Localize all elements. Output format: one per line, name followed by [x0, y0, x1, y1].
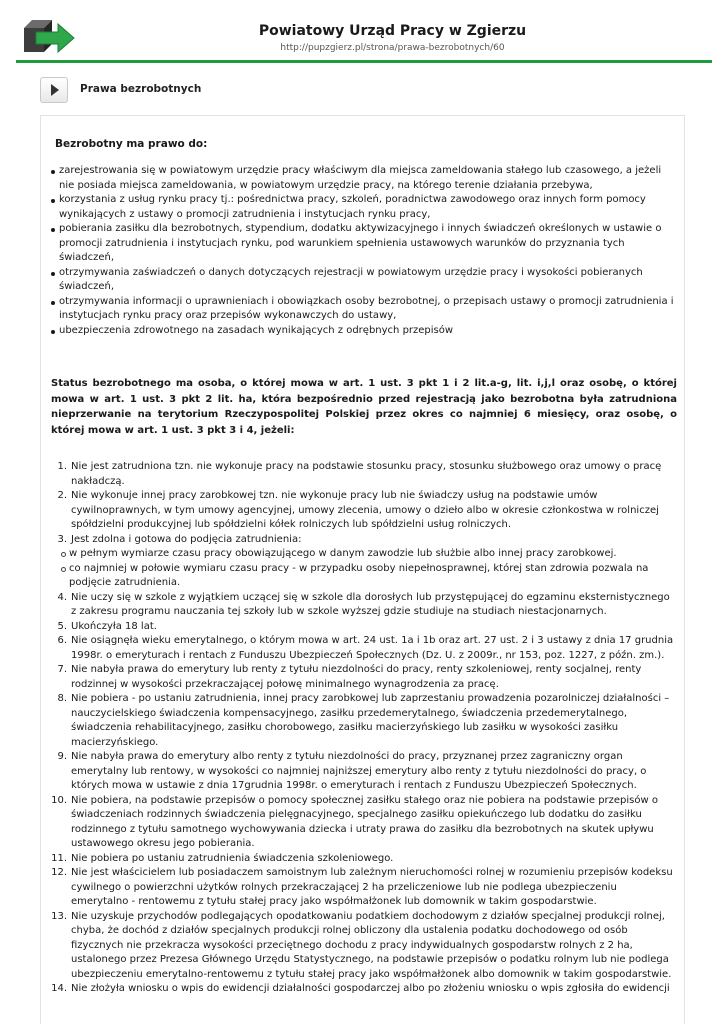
item-text: Nie nabyła prawa do emerytury albo renty z tytułu niezdolności do pracy, przyznanej przez zagraniczny organ emerytalny lub rentowy, w wysokości co najmniej najniższej emerytury albo renty z tytułu niezdolności do pracy, o których mowa w ustawie z dnia 17grudnia 1998r. o emeryturach i rentach z Funduszu Ubezpieczeń Społecznych. [71, 751, 647, 791]
item-number: 11. [51, 852, 67, 864]
item-number: 7. [57, 664, 67, 675]
item-text: Nie jest właścicielem lub posiadaczem samoistnym lub zależnym nieruchomości rolnej w rozumieniu przepisów kodeksu cywilnego o powierzchni użytków rolnych przekraczającej 2 ha przeliczeniowe lub nie podlega ubezpieczeniu emerytalno - rentowemu z tytułu stałej pracy jako współmałżonek lub domownik w takim gospodarstwie. [71, 867, 673, 907]
item-number: 6. [57, 635, 67, 646]
site-title[interactable]: Powiatowy Urząd Pracy w Zgierzu [258, 23, 527, 39]
list-item: otrzymywania zaświadczeń o danych dotyczących rejestracji w powiatowym urzędzie pracy i wysokości pobieranych świadczeń, [51, 266, 677, 295]
item-number: 4. [57, 591, 67, 603]
article-content [40, 115, 685, 1024]
item-text: Nie złożyła wniosku o wpis do ewidencji działalności gospodarczej albo po złożeniu wniosku o wpis zgłosiła do ewidencji [71, 983, 670, 994]
list-item: pobierania zasiłku dla bezrobotnych, stypendium, dodatku aktywizacyjnego i innych świadczeń określonych w ustawie o promocji zatrudnienia i instytucjach rynku, pod warunkiem spełnienia ustawowych warunków do przyznania tych świadczeń, [51, 222, 677, 266]
item-text: Nie uzyskuje przychodów podlegających opodatkowaniu podatkiem dochodowym z działów specjalnej produkcji rolnej, chyba, że dochód z działów specjalnych produkcji rolnej obliczony dla ustalenia podatku dochodowego od osób fizycznych nie przekracza wysokości przeciętnego dochodu z pracy indywidualnych gospodarstw rolnych z 2 ha, ustalonego przez Prezesa Głównego Urzędu Statystycznego, na podstawie przepisów o podatku rolnym lub nie podlega ubezpieczeniu emerytalno-rentowemu z tytułu stałej pracy jako współmałżonek albo domownik w takim gospodarstwie. [71, 910, 672, 980]
list-item [51, 591, 677, 620]
item-number: 9. [57, 751, 67, 762]
list-item [51, 750, 677, 794]
list-item: ubezpieczenia zdrowotnego na zasadach wynikających z odrębnych przepisów [51, 324, 677, 339]
item-text: Nie nabyła prawa do emerytury lub renty z tytułu niezdolności do pracy, renty szkoleniowej, renty socjalnej, renty rodzinnej w wysokości przekraczającej połowę minimalnego wynagrodzenia za pracę. [71, 664, 642, 690]
item-text: Nie osiągnęła wieku emerytalnego, o którym mowa w art. 24 ust. 1a i 1b oraz art. 27 ust. 2 i 3 ustawy z dnia 17 grudnia 1998r. o emeryturach i rentach z Funduszu Ubezpieczeń Społecznych (Dz. U. z 2009r., nr 153, poz. 1227, z późn. zm.). [71, 635, 674, 661]
item-number: 5. [57, 620, 67, 632]
list-item [51, 634, 677, 663]
item-text: Nie pobiera po ustaniu zatrudnienia świadczenia szkoleniowego. [71, 852, 394, 864]
list-item: otrzymywania informacji o uprawnieniach i obowiązkach osoby bezrobotnej, o przepisach ustawy o promocji zatrudnienia i instytucjach rynku pracy oraz przepisów wykonawczych do ustawy, [51, 295, 677, 324]
item-number: 8. [57, 693, 67, 704]
rights-list [51, 164, 677, 338]
list-item [51, 910, 677, 983]
conditions-list [51, 460, 677, 997]
list-item [51, 663, 677, 692]
item-text: Nie jest zatrudniona tzn. nie wykonuje pracy na podstawie stosunku pracy, stosunku służbowego oraz umowy o pracę nakładczą. [71, 461, 662, 487]
item-text: Nie uczy się w szkole z wyjątkiem uczącej się w szkole dla dorosłych lub przystępującej do egzaminu eksternistycznego z zakresu programu nauczania tej szkoły lub w szkole wyższej gdzie studiuje na studiach niestacjonarnych. [71, 591, 670, 617]
item-number: 3. [57, 533, 67, 545]
sub-list [71, 547, 677, 591]
status-heading: Status bezrobotnego ma osoba, o której mowa w art. 1 ust. 3 pkt 1 i 2 lit.a-g, lit. i,j,l oraz osobę, o której mowa w art. 1 ust. 3 pkt 2 lit. ha, która bezpośrednio przed rejestracją jako bezrobotna była zatrudniona nieprzerwanie na terytorium Rzeczypospolitej Polskiej przez okres co najmniej 6 miesięcy, oraz osobę, o której mowa w art. 1 ust. 3 pkt 3 i 4, jeżeli: [51, 378, 677, 436]
item-text: Ukończyła 18 lat. [71, 620, 157, 632]
list-item [51, 852, 677, 867]
list-item [51, 866, 677, 910]
back-button[interactable] [40, 77, 68, 103]
item-number: 1. [57, 461, 67, 472]
list-item [51, 620, 677, 635]
site-url[interactable]: http://pupzgierz.pl/strona/prawa-bezrobotnych/60 [280, 43, 505, 53]
list-item [51, 489, 677, 533]
list-item: korzystania z usług rynku pracy tj.: pośrednictwa pracy, szkoleń, poradnictwa zawodowego oraz innych form pomocy wynikających z ustawy o promocji zatrudnienia i instytucjach rynku pracy, [51, 193, 677, 222]
list-item [51, 533, 677, 591]
chevron-right-icon [50, 84, 60, 96]
item-text: Jest zdolna i gotowa do podjęcia zatrudnienia: [71, 533, 302, 545]
page-title: Prawa bezrobotnych [80, 83, 202, 95]
site-header [0, 0, 725, 64]
list-item [51, 982, 677, 997]
rights-heading: Bezrobotny ma prawo do: [55, 138, 208, 150]
header-divider [16, 60, 712, 63]
sub-list-item: co najmniej w połowie wymiaru czasu pracy - w przypadku osoby niepełnosprawnej, której stan zdrowia pozwala na podjęcie zatrudnienia. [61, 562, 677, 591]
item-number: 2. [57, 490, 67, 501]
list-item [51, 460, 677, 489]
item-number: 13. [51, 910, 67, 922]
item-number: 10. [51, 794, 67, 806]
item-number: 14. [51, 983, 67, 994]
item-text: Nie pobiera - po ustaniu zatrudnienia, innej pracy zarobkowej lub zaprzestaniu prowadzenia pozarolniczej działalności – nauczycielskiego świadczenia kompensacyjnego, zasiłku przedemerytalnego, świadczenia przedemerytalnego, świadczenia rehabilitacyjnego, zasiłku chorobowego, zasiłku macierzyńskiego lub zasiłku w wysokości zasiłku macierzyńskiego. [71, 693, 670, 748]
item-number: 12. [51, 867, 67, 878]
sub-list-item: w pełnym wymiarze czasu pracy obowiązującego w danym zawodzie lub służbie albo innej pracy zarobkowej. [61, 547, 677, 562]
item-text: Nie pobiera, na podstawie przepisów o pomocy społecznej zasiłku stałego oraz nie pobiera na podstawie przepisów o świadczeniach rodzinnych świadczenia pielęgnacyjnego, specjalnego zasiłku opiekuńczego lub dodatku do zasiłku rodzinnego z tytułu samotnego wychowywania dziecka i utraty prawa do zasiłku dla bezrobotnych na skutek upływu ustawowego okresu jego pobierania. [71, 794, 658, 849]
list-item [51, 794, 677, 852]
list-item: zarejestrowania się w powiatowym urzędzie pracy właściwym dla miejsca zameldowania stałego lub czasowego, a jeżeli nie posiada miejsca zameldowania, w powiatowym urzędzie pracy, na którego terenie działania przebywa, [51, 164, 677, 193]
list-item [51, 692, 677, 750]
item-text: Nie wykonuje innej pracy zarobkowej tzn. nie wykonuje pracy lub nie świadczy usług na podstawie umów cywilnoprawnych, w tym umowy agencyjnej, umowy zlecenia, umowy o dzieło albo w okresie członkostwa w rolniczej spółdzielni produkcyjnej lub spółdzielni kółek rolniczych lub spółdzielni usług rolniczych. [71, 490, 659, 530]
